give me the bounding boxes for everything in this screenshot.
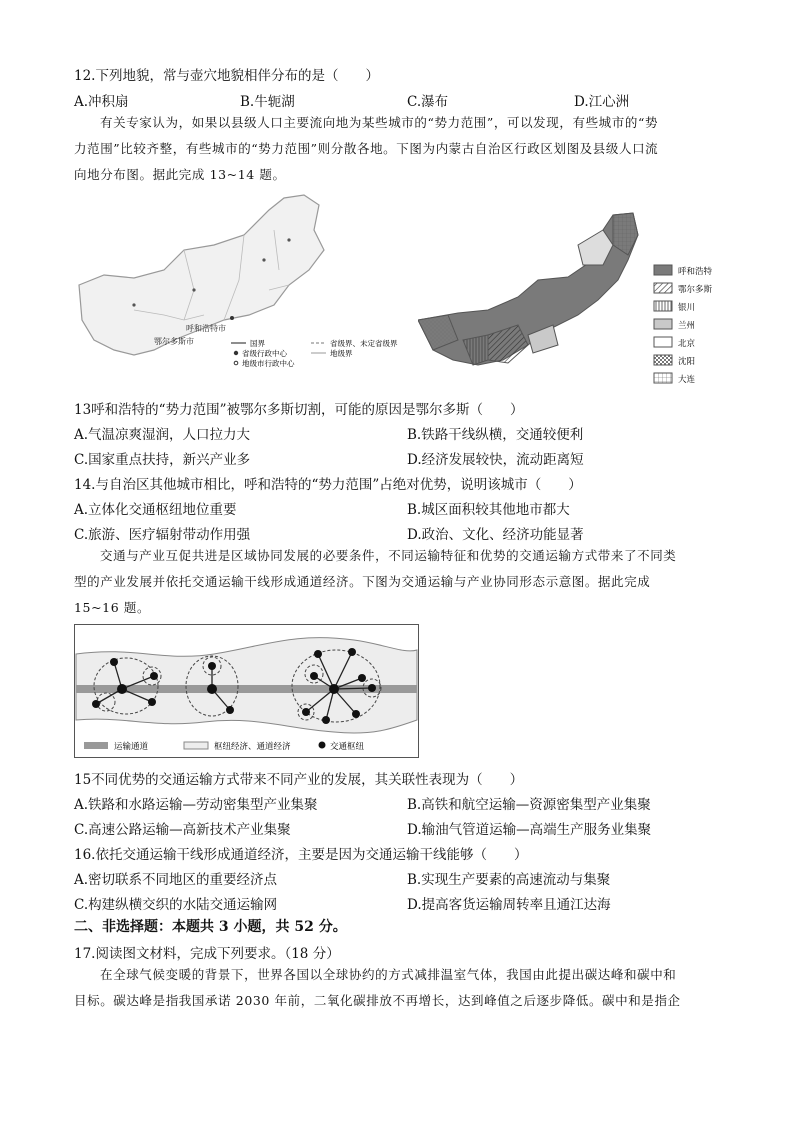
q15-option-b: B.高铁和航空运输—资源密集型产业集聚	[407, 797, 651, 813]
inner-mongolia-admin-map	[74, 190, 414, 385]
svg-text:交通枢纽: 交通枢纽	[330, 742, 365, 752]
svg-text:地级市行政中心: 地级市行政中心	[242, 359, 295, 368]
q16-option-b: B.实现生产要素的高速流动与集聚	[407, 872, 611, 888]
q17-stem: 17.阅读图文材料，完成下列要求。（18 分）	[74, 946, 340, 962]
q14-option-d: D.政治、文化、经济功能显著	[407, 527, 584, 543]
q14-option-b: B.城区面积较其他地市都大	[407, 502, 570, 518]
svg-text:鄂尔多斯: 鄂尔多斯	[678, 285, 713, 295]
q16-stem: 16.依托交通运输干线形成通道经济，主要是因为交通运输干线能够（ ）	[74, 847, 528, 863]
q13-option-b: B.铁路干线纵横，交通较便利	[407, 427, 584, 443]
svg-text:兰州: 兰州	[678, 321, 696, 331]
passage2-line-3: 15~16 题。	[74, 600, 151, 615]
q15-stem: 15不同优势的交通运输方式带来不同产业的发展，其关联性表现为（ ）	[74, 772, 524, 788]
q13-option-a: A.气温凉爽湿润，人口拉力大	[74, 427, 251, 443]
q13-option-d: D.经济发展较快，流动距离短	[407, 452, 584, 468]
q14-stem: 14.与自治区其他城市相比，呼和浩特的“势力范围”占绝对优势，说明该城市（ ）	[74, 477, 582, 493]
q14-option-a: A.立体化交通枢纽地位重要	[74, 502, 237, 518]
q15-option-c: C.高速公路运输—高新技术产业集聚	[74, 822, 291, 838]
svg-text:运输通道: 运输通道	[114, 742, 149, 752]
passage1-line-3: 向地分布图。据此完成 13~14 题。	[74, 167, 286, 182]
map1-label-ordos: 鄂尔多斯市	[154, 337, 194, 346]
svg-text:国界: 国界	[250, 339, 265, 348]
svg-text:省级界、未定省级界: 省级界、未定省级界	[330, 339, 398, 348]
svg-text:银川: 银川	[678, 303, 696, 313]
svg-text:枢纽经济、通道经济: 枢纽经济、通道经济	[214, 742, 291, 752]
q13-stem: 13呼和浩特的“势力范围”被鄂尔多斯切割，可能的原因是鄂尔多斯（ ）	[74, 402, 524, 418]
svg-text:沈阳: 沈阳	[678, 357, 696, 367]
q17-line-1: 在全球气候变暖的背景下，世界各国以全球协约的方式减排温室气体，我国由此提出碳达峰和碳中和	[100, 967, 677, 982]
q16-option-a: A.密切联系不同地区的重要经济点	[74, 872, 278, 888]
q13-option-c: C.国家重点扶持，新兴产业多	[74, 452, 251, 468]
q12-option-c: C.瀑布	[407, 94, 449, 110]
q17-line-2: 目标。碳达峰是指我国承诺 2030 年前，二氧化碳排放不再增长，达到峰值之后逐步降低。碳中和是指企	[74, 993, 681, 1008]
map2-legend	[654, 265, 713, 385]
passage2-line-2: 型的产业发展并依托交通运输干线形成通道经济。下图为交通运输与产业协同形态示意图。据此完成	[74, 574, 651, 589]
q15-option-d: D.输油气管道运输—高端生产服务业集聚	[407, 822, 652, 838]
q12-stem: 12.下列地貌，常与壶穴地貌相伴分布的是（ ）	[74, 68, 379, 84]
passage1-line-1: 有关专家认为，如果以县级人口主要流向地为某些城市的“势力范围”，可以发现，有些城市的“势	[100, 115, 659, 130]
map1-label-hohhot: 呼和浩特市	[186, 324, 226, 333]
q12-option-b: B.牛轭湖	[240, 94, 295, 110]
section-title: 二、非选择题：本题共 3 小题，共 52 分。	[74, 919, 347, 935]
passage1-line-2: 力范围”比较齐整，有些城市的“势力范围”则分散各地。下图为内蒙古自治区行政区划图及县级人口流	[74, 141, 659, 156]
map1-legend	[231, 338, 398, 368]
hohhot-dot	[230, 316, 234, 320]
q16-option-d: D.提高客货运输周转率且通江达海	[407, 897, 611, 913]
svg-text:呼和浩特: 呼和浩特	[678, 267, 713, 277]
q16-option-c: C.构建纵横交织的水陆交通运输网	[74, 897, 278, 913]
svg-text:北京: 北京	[678, 339, 696, 349]
svg-text:大连: 大连	[678, 375, 696, 385]
svg-text:省级行政中心: 省级行政中心	[242, 349, 287, 358]
q15-option-a: A.铁路和水路运输—劳动密集型产业集聚	[74, 797, 318, 813]
transport-industry-diagram	[74, 624, 419, 758]
population-flow-map	[418, 205, 728, 385]
q12-option-a: A.冲积扇	[74, 94, 129, 110]
svg-text:地级界: 地级界	[330, 349, 353, 358]
q12-option-d: D.江心洲	[574, 94, 630, 110]
passage2-line-1: 交通与产业互促共进是区域协同发展的必要条件，不同运输特征和优势的交通运输方式带来了不同类	[100, 548, 677, 563]
q14-option-c: C.旅游、医疗辐射带动作用强	[74, 527, 251, 543]
